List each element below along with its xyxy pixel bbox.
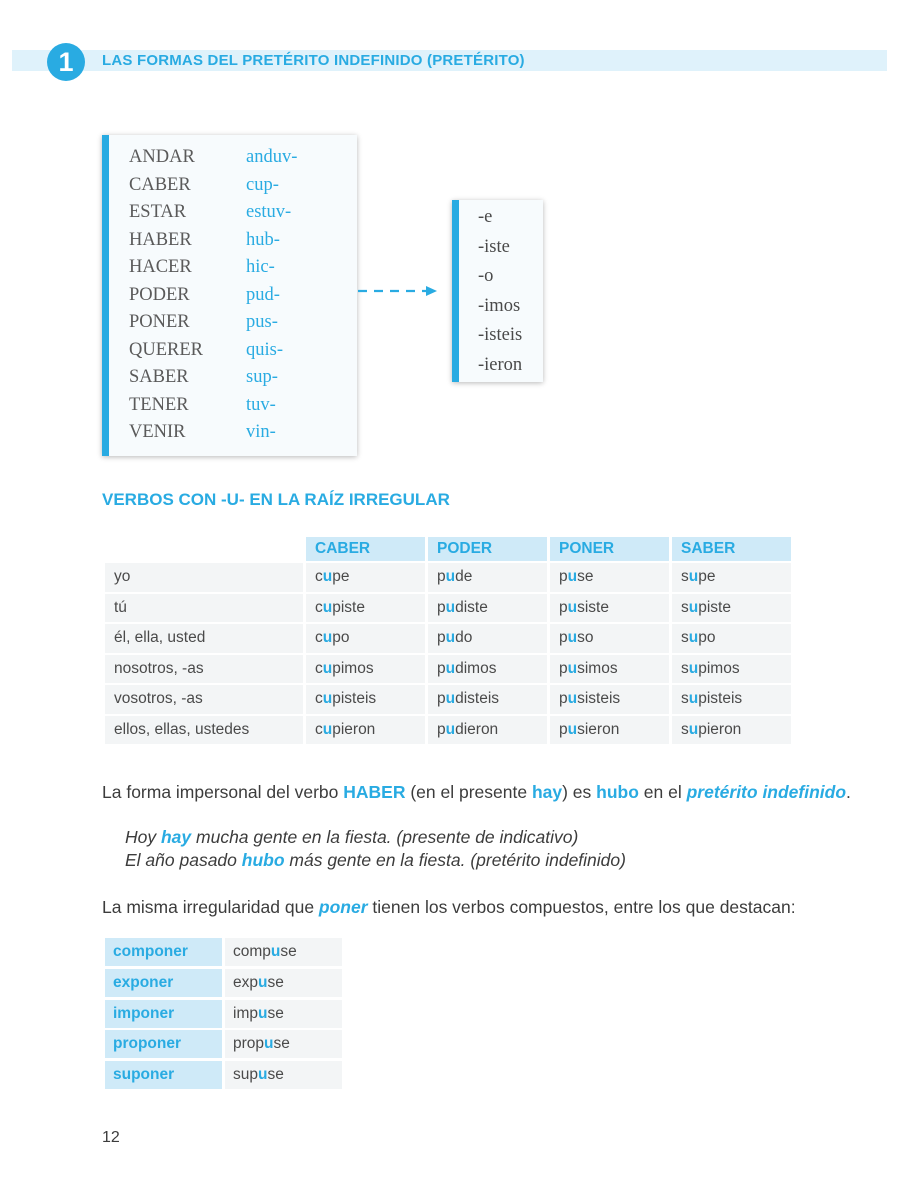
form-end: sisteis — [577, 690, 621, 708]
form-vowel: u — [688, 629, 699, 647]
form-vowel: u — [445, 659, 456, 677]
form-start: c — [315, 629, 323, 647]
example-sentence — [125, 850, 626, 871]
form-end: dieron — [455, 720, 499, 738]
form-start: p — [437, 598, 446, 616]
form-start: s — [681, 568, 689, 586]
compound-form — [225, 938, 342, 966]
highlight: hubo — [596, 782, 639, 802]
form-end: se — [577, 568, 594, 586]
person-cell: yo — [105, 563, 303, 592]
form-end: se — [267, 1066, 284, 1083]
column-header: PONER — [550, 537, 669, 561]
text: . — [846, 782, 851, 802]
form-vowel: u — [322, 629, 333, 647]
form-start: p — [559, 690, 568, 708]
person-cell: él, ella, usted — [105, 624, 303, 653]
form-start: p — [437, 690, 446, 708]
compound-verb: componer — [105, 938, 222, 966]
form-start: c — [315, 659, 323, 677]
text: La misma irregularidad que — [102, 897, 319, 917]
ending: -iste — [478, 236, 510, 257]
compound-form — [225, 1030, 342, 1058]
text: en el — [638, 782, 687, 802]
form-end: pimos — [698, 659, 740, 677]
form-end: pe — [698, 568, 716, 586]
person-cell: vosotros, -as — [105, 685, 303, 714]
stem-verb: SABER — [129, 367, 189, 387]
form-vowel: u — [322, 690, 333, 708]
form-end: po — [332, 629, 350, 647]
highlight: hubo — [241, 850, 285, 870]
form-end: pimos — [332, 659, 374, 677]
stem-verb: HACER — [129, 257, 192, 277]
stem-root: cup- — [246, 174, 279, 195]
stem-verb: ANDAR — [129, 147, 195, 167]
form-vowel: u — [688, 598, 699, 616]
conjugation-cell — [428, 563, 547, 592]
form-start: p — [559, 568, 568, 586]
conjugation-cell — [306, 624, 425, 653]
compound-form — [225, 1000, 342, 1028]
subheading: VERBOS CON -U- EN LA RAÍZ IRREGULAR — [102, 490, 450, 509]
ending: -e — [478, 207, 493, 227]
form-start: p — [559, 629, 568, 647]
form-vowel: u — [445, 690, 456, 708]
person-cell: ellos, ellas, ustedes — [105, 716, 303, 745]
form-end: piste — [332, 598, 365, 616]
form-vowel: u — [688, 568, 699, 586]
form-end: do — [455, 629, 473, 647]
highlight: pretérito indefinido — [686, 782, 847, 802]
conjugation-cell — [428, 685, 547, 714]
section-title: LAS FORMAS DEL PRETÉRITO INDEFINIDO (PRETÉRITO) — [102, 52, 525, 69]
column-header: CABER — [306, 537, 425, 561]
conjugation-cell — [306, 655, 425, 684]
conjugation-cell — [672, 685, 791, 714]
highlight: hay — [160, 827, 192, 847]
form-end: diste — [455, 598, 488, 616]
ending: -o — [478, 266, 494, 286]
form-start: p — [437, 659, 446, 677]
form-end: simos — [577, 659, 618, 677]
irregular-stems-box — [102, 135, 357, 456]
form-vowel: u — [322, 720, 333, 738]
conjugation-cell — [428, 716, 547, 745]
form-vowel: u — [322, 598, 333, 616]
stem-verb: QUERER — [129, 339, 203, 360]
text: ) es — [562, 782, 597, 802]
conjugation-cell — [306, 594, 425, 623]
stem-root: hic- — [246, 257, 275, 277]
form-vowel: u — [567, 690, 578, 708]
form-end: dimos — [455, 659, 497, 677]
text: Hoy — [125, 827, 161, 847]
form-end: piste — [698, 598, 731, 616]
form-vowel: u — [258, 1066, 268, 1083]
conjugation-cell — [672, 624, 791, 653]
form-vowel: u — [688, 690, 699, 708]
form-start: comp — [233, 943, 271, 960]
compound-verb: imponer — [105, 1000, 222, 1028]
form-end: pe — [332, 568, 350, 586]
conjugation-cell — [672, 594, 791, 623]
text: El año pasado — [125, 850, 242, 870]
compound-verb: exponer — [105, 969, 222, 997]
conjugation-cell — [550, 563, 669, 592]
form-start: p — [437, 720, 446, 738]
stem-root: tuv- — [246, 394, 276, 415]
form-end: pisteis — [698, 690, 743, 708]
example-sentence — [125, 827, 578, 848]
compound-form — [225, 969, 342, 997]
stem-root: hub- — [246, 229, 280, 250]
form-start: c — [315, 690, 323, 708]
person-cell: nosotros, -as — [105, 655, 303, 684]
stem-root: pud- — [246, 284, 280, 305]
form-end: de — [455, 568, 473, 586]
form-end: so — [577, 629, 594, 647]
form-end: pisteis — [332, 690, 377, 708]
page-number: 12 — [102, 1129, 120, 1146]
text: mucha gente en la fiesta. (presente de indicativo) — [191, 827, 579, 847]
stem-root: anduv- — [246, 147, 298, 167]
form-end: po — [698, 629, 716, 647]
stem-root: estuv- — [246, 202, 292, 222]
form-start: c — [315, 720, 323, 738]
form-start: exp — [233, 974, 258, 991]
form-start: imp — [233, 1005, 258, 1022]
ending: -imos — [478, 295, 521, 316]
form-vowel: u — [567, 568, 578, 586]
conjugation-cell — [550, 624, 669, 653]
conjugation-cell — [428, 624, 547, 653]
form-vowel: u — [270, 943, 281, 960]
form-vowel: u — [258, 974, 268, 991]
stem-verb: CABER — [129, 174, 191, 195]
conjugation-cell — [428, 594, 547, 623]
ending: -isteis — [478, 325, 523, 345]
stem-root: sup- — [246, 367, 278, 387]
form-start: p — [559, 720, 568, 738]
form-vowel: u — [322, 568, 333, 586]
form-vowel: u — [567, 720, 578, 738]
conjugation-cell — [672, 716, 791, 745]
stem-verb: PONER — [129, 312, 190, 332]
form-start: sup — [233, 1066, 258, 1083]
conjugation-cell — [550, 655, 669, 684]
text: tienen los verbos compuestos, entre los que destacan: — [367, 897, 796, 917]
conjugation-cell — [672, 563, 791, 592]
column-header: PODER — [428, 537, 547, 561]
form-vowel: u — [445, 629, 456, 647]
highlight: hay — [531, 782, 563, 802]
form-vowel: u — [567, 598, 578, 616]
form-end: se — [267, 1005, 284, 1022]
form-start: c — [315, 598, 323, 616]
form-end: sieron — [577, 720, 620, 738]
form-start: s — [681, 598, 689, 616]
form-start: p — [437, 568, 446, 586]
form-start: p — [437, 629, 446, 647]
form-start: s — [681, 629, 689, 647]
form-end: pieron — [698, 720, 742, 738]
form-end: disteis — [455, 690, 500, 708]
form-start: p — [559, 598, 568, 616]
compound-verbs-paragraph — [102, 897, 796, 918]
form-end: se — [273, 1035, 290, 1052]
stem-verb: VENIR — [129, 422, 186, 442]
conjugation-cell — [550, 685, 669, 714]
text: La forma impersonal del verbo — [102, 782, 344, 802]
form-vowel: u — [257, 1005, 268, 1022]
text: más gente en la fiesta. (pretérito indefinido) — [284, 850, 626, 870]
person-cell: tú — [105, 594, 303, 623]
form-vowel: u — [688, 659, 699, 677]
section-number-badge: 1 — [47, 43, 85, 81]
form-start: s — [681, 690, 689, 708]
form-end: se — [267, 974, 284, 991]
stem-root: vin- — [246, 422, 276, 442]
stem-root: quis- — [246, 339, 283, 360]
column-header: SABER — [672, 537, 791, 561]
conjugation-cell — [428, 655, 547, 684]
compound-verb: suponer — [105, 1061, 222, 1089]
stem-verb: PODER — [129, 284, 190, 305]
form-vowel: u — [264, 1035, 274, 1052]
form-vowel: u — [322, 659, 333, 677]
form-end: siste — [577, 598, 609, 616]
highlight: poner — [318, 897, 368, 917]
highlight: HABER — [343, 782, 406, 802]
stem-root: pus- — [246, 312, 278, 332]
form-vowel: u — [688, 720, 699, 738]
haber-paragraph — [102, 782, 851, 803]
compound-verb: proponer — [105, 1030, 222, 1058]
form-start: s — [681, 720, 689, 738]
form-end: se — [280, 943, 297, 960]
form-start: prop — [233, 1035, 265, 1052]
conjugation-cell — [550, 716, 669, 745]
endings-box — [452, 200, 543, 382]
conjugation-cell — [550, 594, 669, 623]
form-start: c — [315, 568, 323, 586]
form-start: p — [559, 659, 568, 677]
compound-form — [225, 1061, 342, 1089]
form-vowel: u — [445, 598, 456, 616]
ending: -ieron — [478, 354, 523, 375]
stem-verb: TENER — [129, 394, 189, 415]
form-vowel: u — [567, 629, 578, 647]
form-start: s — [681, 659, 689, 677]
conjugation-cell — [306, 685, 425, 714]
stem-verb: HABER — [129, 229, 192, 250]
conjugation-cell — [672, 655, 791, 684]
stem-verb: ESTAR — [129, 202, 187, 222]
form-vowel: u — [445, 568, 456, 586]
form-vowel: u — [567, 659, 578, 677]
form-vowel: u — [445, 720, 456, 738]
conjugation-cell — [306, 716, 425, 745]
conjugation-cell — [306, 563, 425, 592]
dashed-arrow-icon — [356, 283, 441, 299]
form-end: pieron — [332, 720, 376, 738]
text: (en el presente — [405, 782, 532, 802]
